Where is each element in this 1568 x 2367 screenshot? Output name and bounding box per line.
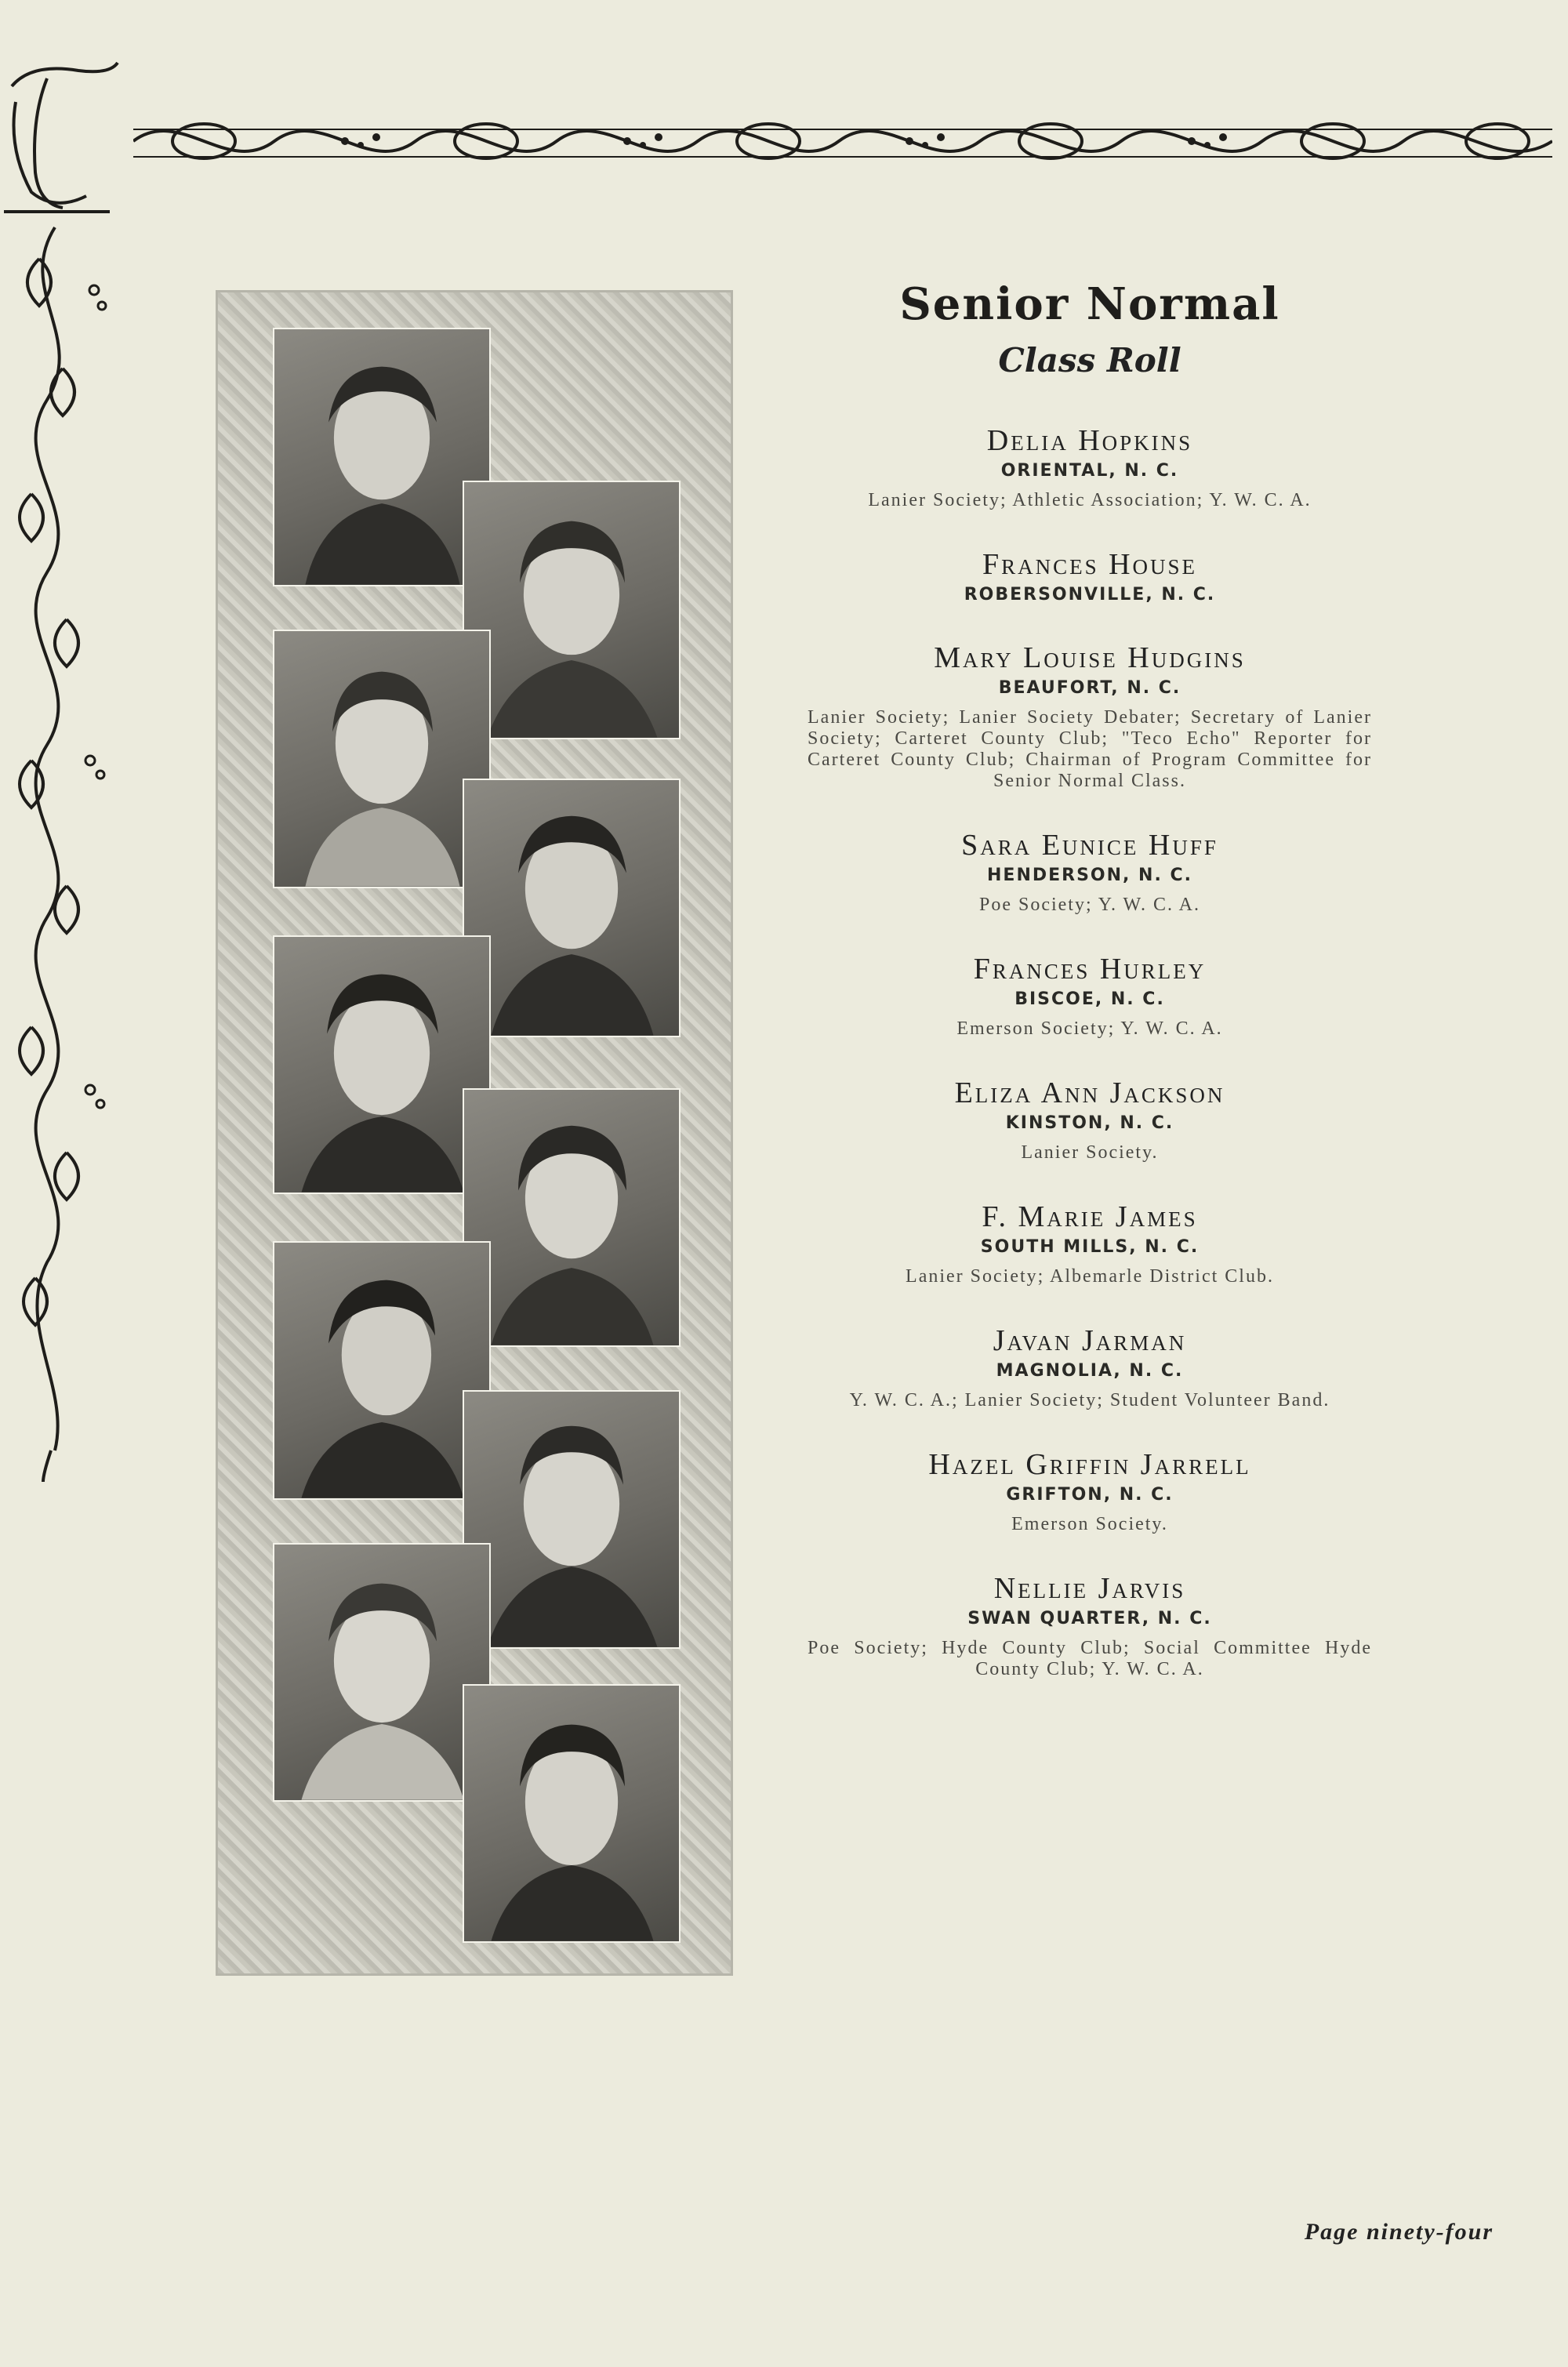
student-activities: Poe Society; Y. W. C. A. (978, 895, 1201, 915)
student-activities: Lanier Society. (1021, 1142, 1159, 1163)
portrait-photo (273, 328, 491, 586)
roll-entry (800, 423, 1380, 511)
roll-entry (800, 1447, 1380, 1535)
student-hometown: ORIENTAL, N. C. (1000, 461, 1179, 481)
roll-entry (800, 1571, 1380, 1680)
student-hometown: BISCOE, N. C. (1014, 989, 1165, 1009)
student-name: Sara Eunice Huff (961, 829, 1218, 862)
student-hometown: BEAUFORT, N. C. (998, 678, 1181, 698)
student-activities: Lanier Society; Athletic Association; Y. W. C. A. (868, 490, 1312, 510)
student-name: Mary Louise Hudgins (934, 641, 1246, 674)
student-name: Delia Hopkins (986, 424, 1193, 457)
student-activities: Emerson Society; Y. W. C. A. (956, 1018, 1223, 1039)
student-name: F. Marie James (982, 1200, 1198, 1233)
student-name: Nellie Jarvis (993, 1572, 1186, 1605)
section-subtitle: Class Roll (998, 341, 1181, 379)
student-hometown: GRIFTON, N. C. (1006, 1485, 1174, 1505)
student-name: Eliza Ann Jackson (954, 1076, 1225, 1109)
student-activities: Emerson Society. (1011, 1514, 1168, 1534)
portrait-photo (273, 1543, 491, 1802)
roll-entry (800, 1076, 1380, 1164)
roll-entry (800, 1200, 1380, 1287)
student-name: Hazel Griffin Jarrell (928, 1448, 1251, 1481)
student-activities: Lanier Society; Albemarle District Club. (906, 1266, 1274, 1287)
roll-entry (800, 1323, 1380, 1411)
portrait-photo (463, 779, 681, 1037)
portrait-photo (273, 1241, 491, 1500)
student-hometown: SOUTH MILLS, N. C. (980, 1237, 1200, 1257)
student-hometown: ROBERSONVILLE, N. C. (964, 585, 1216, 604)
page-number: Page ninety-four (1304, 2219, 1494, 2245)
roll-entry (800, 828, 1380, 916)
roll-entry (800, 952, 1380, 1040)
class-roll-column (800, 278, 1380, 1680)
student-name: Javan Jarman (993, 1324, 1187, 1357)
portrait-photo (463, 1390, 681, 1649)
portrait-photo (463, 1684, 681, 1943)
decorative-initial-vine (0, 55, 125, 1498)
student-hometown: MAGNOLIA, N. C. (996, 1361, 1184, 1381)
student-hometown: HENDERSON, N. C. (987, 866, 1192, 885)
portrait-collage (216, 290, 733, 1976)
portrait-photo (273, 935, 491, 1194)
student-hometown: SWAN QUARTER, N. C. (967, 1609, 1212, 1628)
portrait-photo (463, 1088, 681, 1347)
student-activities: Poe Society; Hyde County Club; Social Committee Hyde County Club; Y. W. C. A. (808, 1638, 1372, 1679)
student-name: Frances House (982, 548, 1198, 581)
portrait-photo (273, 630, 491, 888)
student-activities: Y. W. C. A.; Lanier Society; Student Volunteer Band. (849, 1390, 1330, 1410)
roll-entry (800, 547, 1380, 604)
portrait-photo (463, 481, 681, 739)
student-hometown: KINSTON, N. C. (1005, 1113, 1174, 1133)
section-title: Senior Normal (899, 278, 1280, 330)
roll-entry (800, 641, 1380, 792)
decorative-top-border (133, 98, 1552, 184)
student-name: Frances Hurley (973, 953, 1207, 986)
student-activities: Lanier Society; Lanier Society Debater; Secretary of Lanier Society; Carteret County Club; "Teco Echo" Reporter for Carteret County Club; Chairman of Program Committee for Senior Normal Class. (808, 707, 1372, 791)
